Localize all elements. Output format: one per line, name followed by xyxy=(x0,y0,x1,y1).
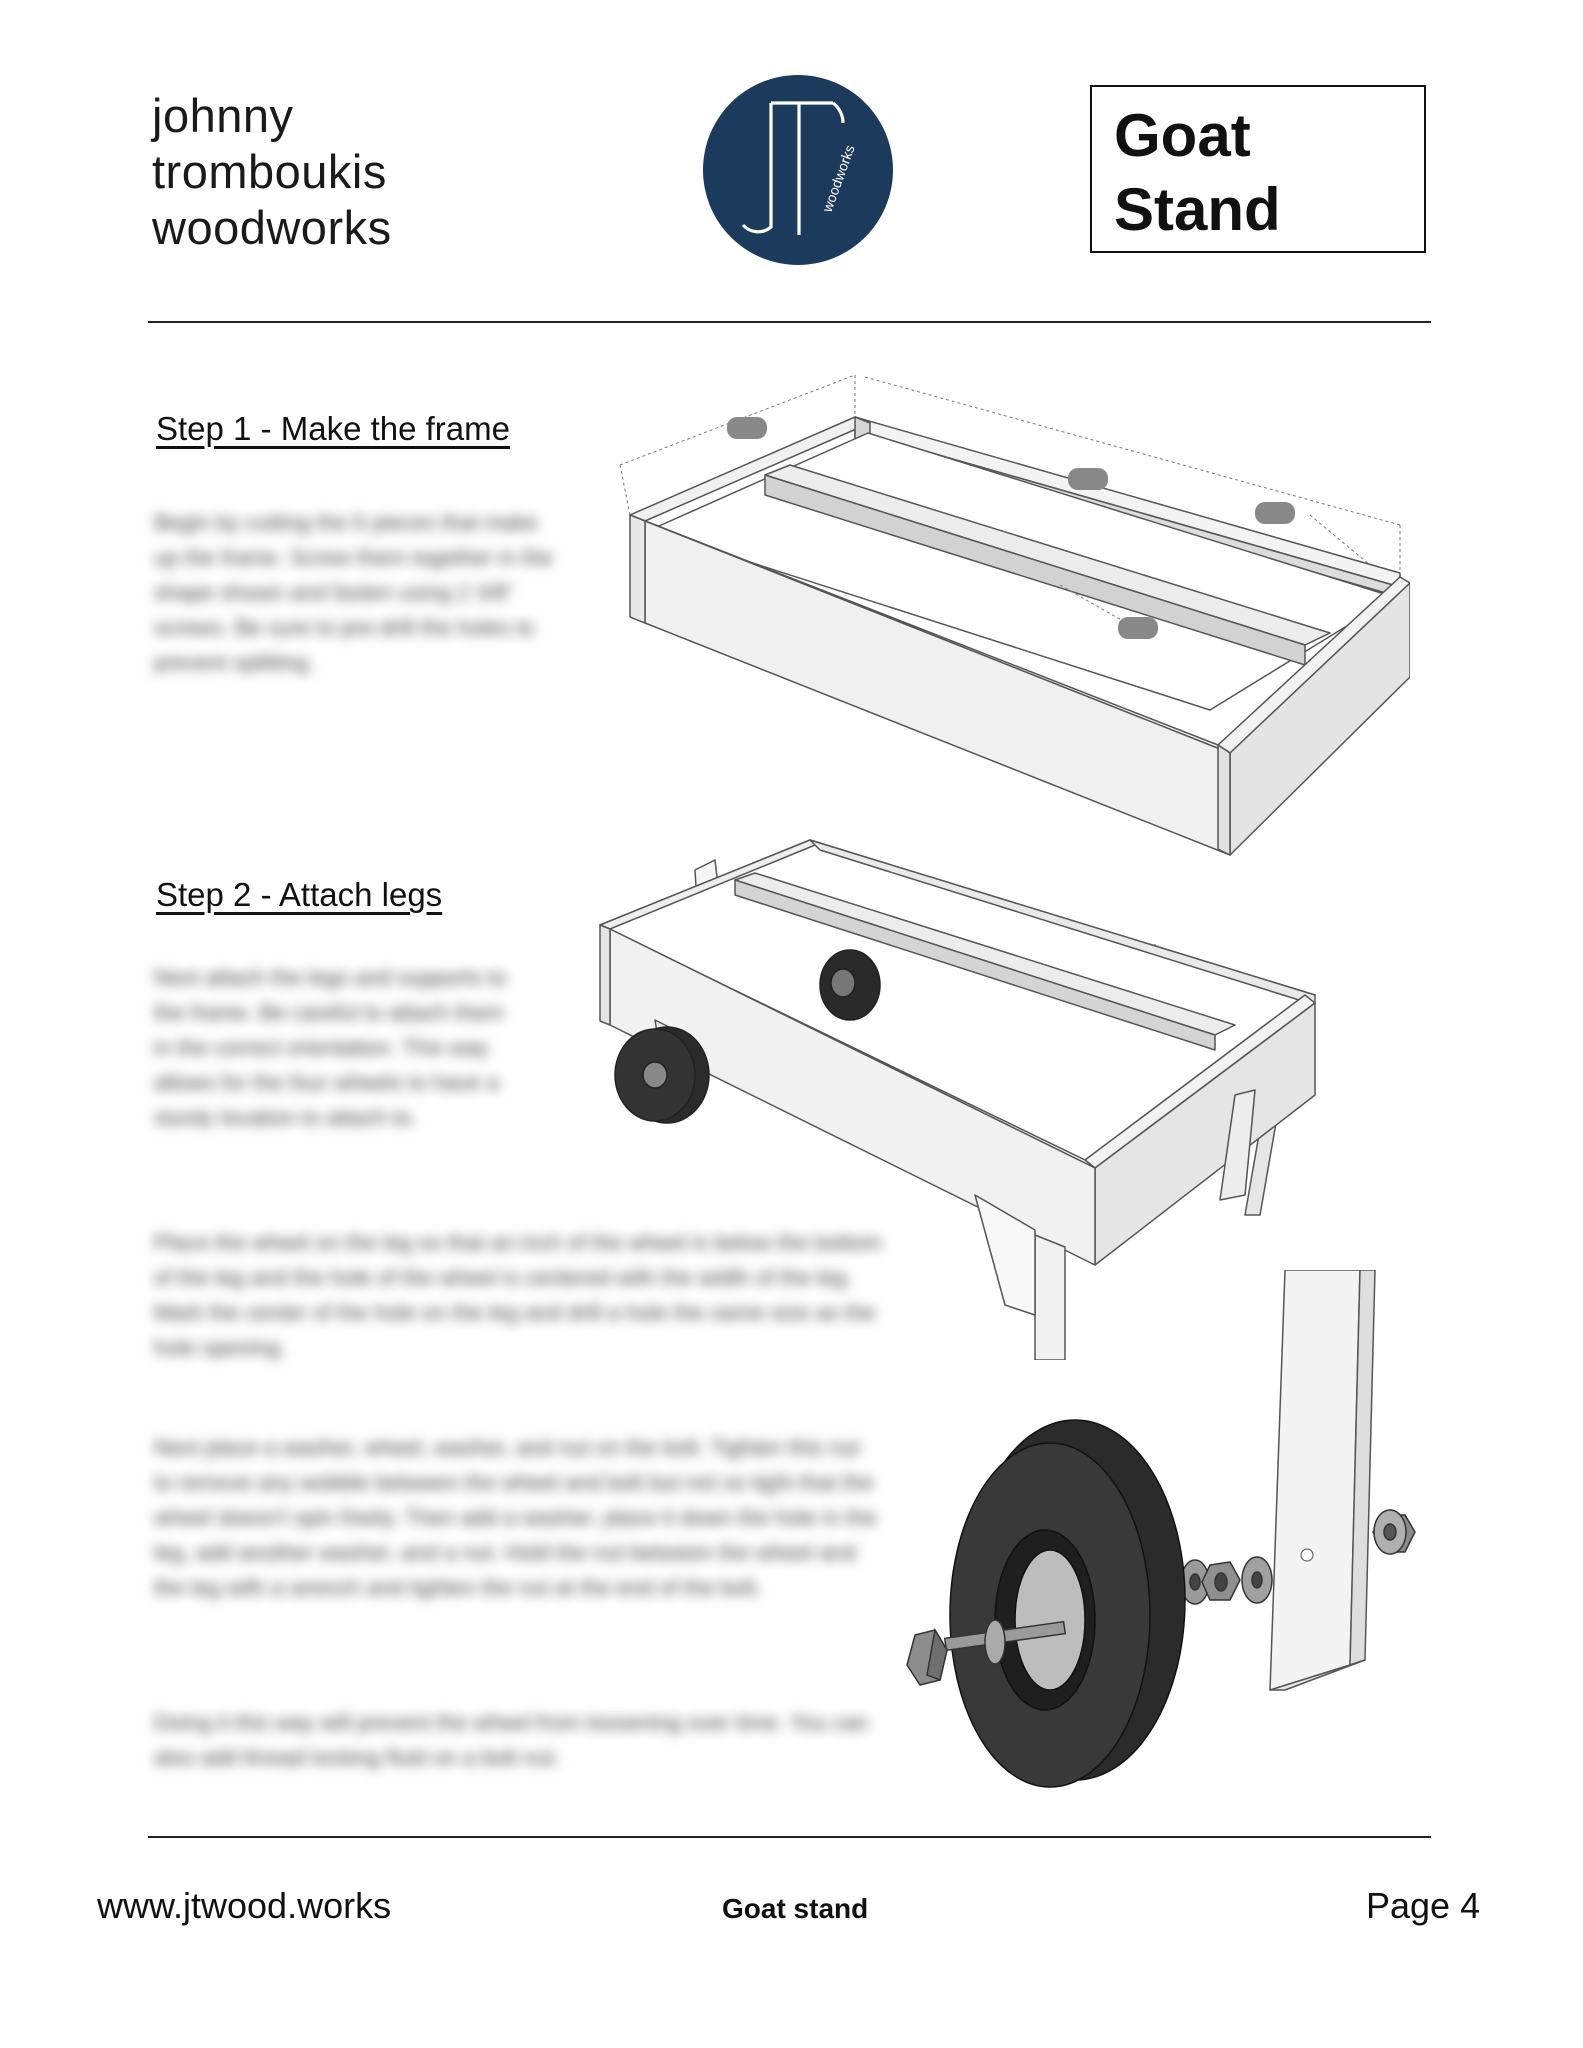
brand-line-1: johnny xyxy=(152,89,294,142)
page-number: Page 4 xyxy=(1366,1885,1481,1926)
footer-document-title: Goat stand xyxy=(722,1893,869,1924)
frame-illustration xyxy=(610,365,1410,865)
step-1-text: Begin by cutting the 6 pieces that make up the frame. Screw them together in the shape shown and fasten using 2 3/8" screws. Be sure to pre-drill the holes to prevent splitting. xyxy=(154,510,553,675)
logo-caption: woodworks xyxy=(818,142,858,215)
step-2-text-4: Doing it this way will prevent the wheel from loosening over time. You can also add thread locking fluid on a bolt nut. xyxy=(154,1710,869,1770)
brand-name xyxy=(152,88,392,256)
step-2-text-1: Next attach the legs and supports to the frame. Be careful to attach them in the correct orientation. This way allows for the four wheels to have a sturdy location to attach to. xyxy=(154,965,507,1130)
jt-logo xyxy=(703,75,893,265)
wheel-assembly-illustration xyxy=(905,1270,1445,1820)
step-2-text-2: Place the wheel on the leg so that an inch of the wheel is below the bottom of the leg and the hole of the wheel is centered with the width of the leg. Mark the center of the hole on the leg and drill a hole the same size as the hole opening. xyxy=(154,1230,882,1360)
brand-line-2: tromboukis xyxy=(152,145,387,198)
brand-line-3: woodworks xyxy=(152,201,392,254)
footer-website: www.jtwood.works xyxy=(97,1885,392,1926)
step-2-text-3: Next place a washer, wheel, washer, and nut on the bolt. Tighten this nut to remove any wobble between the wheel and bolt but not so tight that the wheel doesn't spin freely. Then add a washer, place it down the hole in the leg, add another washer, and a nut. Hold the nut between the wheel and the leg with a wrench and tighten the nut at the end of the bolt. xyxy=(154,1435,877,1600)
title-line-1: Goat xyxy=(1114,102,1251,169)
step-2-heading: Step 2 - Attach legs xyxy=(156,876,443,913)
step-1-heading: Step 1 - Make the frame xyxy=(156,410,510,447)
title-line-2: Stand xyxy=(1114,176,1281,243)
footer-divider xyxy=(148,1836,1431,1838)
document-title-box xyxy=(1090,85,1426,253)
header-divider xyxy=(148,321,1431,323)
